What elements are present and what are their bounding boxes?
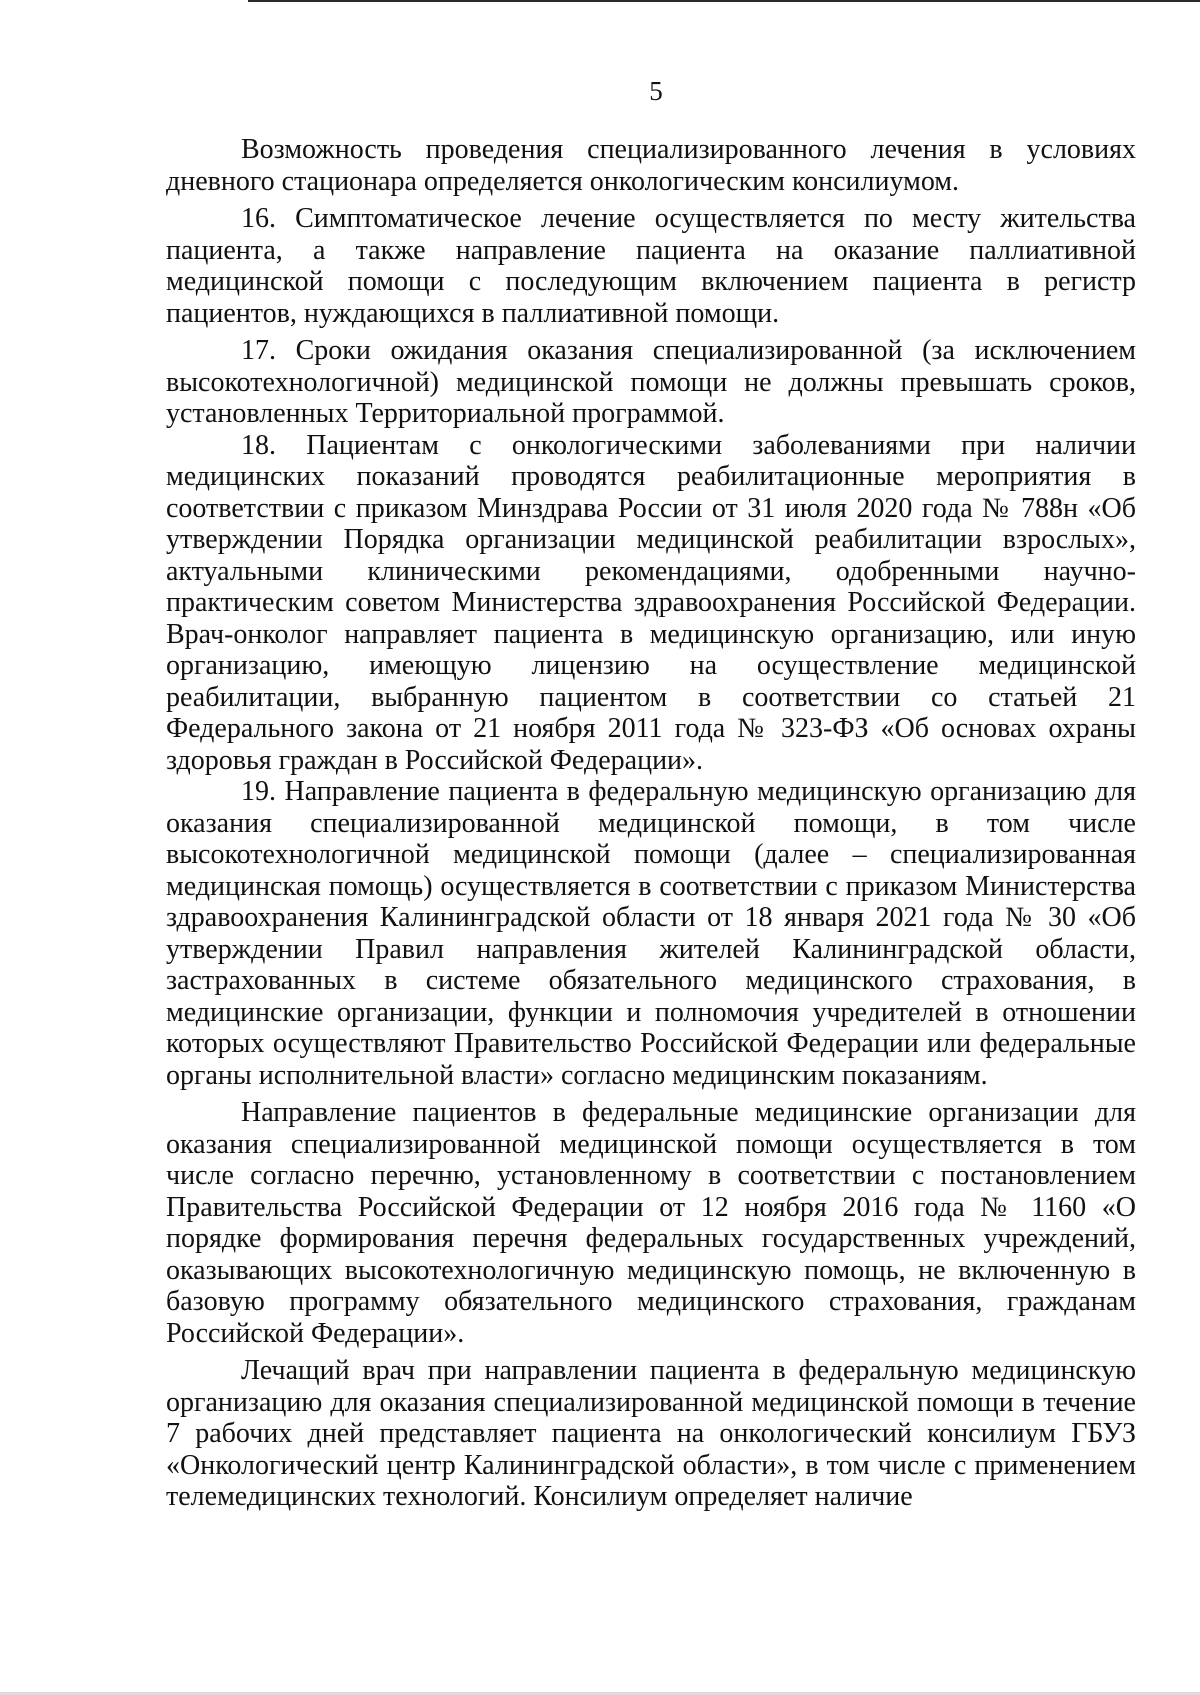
scan-edge-top xyxy=(248,0,1200,2)
paragraph-18: 18. Пациентам с онкологическими заболеваниями при наличии медицинских показаний проводятся реабилитационные мероприятия в соответствии с приказом Минздрава России от 31 июля 2020 года № 788н «Об утверждении Порядка организации медицинской реабилитации взрослых», актуальными клиническими рекомендациями, одобренными научно-практическим советом Министерства здравоохранения Российской Федерации. Врач-онколог направляет пациента в медицинскую организацию, или иную организацию, имеющую лицензию на осуществление медицинской реабилитации, выбранную пациентом в соответствии со статьей 21 Федерального закона от 21 ноября 2011 года № 323-ФЗ «Об основах охраны здоровья граждан в Российской Федерации». xyxy=(166,429,1136,776)
paragraph-17: 17. Сроки ожидания оказания специализированной (за исключением высокотехнологичной) медицинской помощи не должны превышать сроков, установленных Территориальной программой. xyxy=(166,335,1136,429)
paragraph-day-hospital: Возможность проведения специализированного лечения в условиях дневного стационара определяется онкологическим консилиумом. xyxy=(166,134,1136,197)
paragraph-attending-physician: Лечащий врач при направлении пациента в федеральную медицинскую организацию для оказания специализированной медицинской помощи в течение 7 рабочих дней представляет пациента на онкологический консилиум ГБУЗ «Онкологический центр Калининградской области», в том числе с применением телемедицинских технологий. Консилиум определяет наличие xyxy=(166,1355,1136,1512)
page-number: 5 xyxy=(649,76,663,106)
document-body xyxy=(166,134,1136,1513)
paragraph-16: 16. Симптоматическое лечение осуществляется по месту жительства пациента, а также направление пациента на оказание паллиативной медицинской помощи с последующим включением пациента в регистр пациентов, нуждающихся в паллиативной помощи. xyxy=(166,203,1136,329)
paragraph-19: 19. Направление пациента в федеральную медицинскую организацию для оказания специализированной медицинской помощи, в том числе высокотехнологичной медицинской помощи (далее – специализированная медицинская помощь) осуществляется в соответствии с приказом Министерства здравоохранения Калининградской области от 18 января 2021 года № 30 «Об утверждении Правил направления жителей Калининградской области, застрахованных в системе обязательного медицинского страхования, в медицинские организации, функции и полномочия учредителей в отношении которых осуществляют Правительство Российской Федерации или федеральные органы исполнительной власти» согласно медицинским показаниям. xyxy=(166,776,1136,1091)
paragraph-federal-referral: Направление пациентов в федеральные медицинские организации для оказания специализированной медицинской помощи осуществляется в том числе согласно перечню, установленному в соответствии с постановлением Правительства Российской Федерации от 12 ноября 2016 года № 1160 «О порядке формирования перечня федеральных государственных учреждений, оказывающих высокотехнологичную медицинскую помощь, не включенную в базовую программу обязательного медицинского страхования, гражданам Российской Федерации». xyxy=(166,1097,1136,1349)
